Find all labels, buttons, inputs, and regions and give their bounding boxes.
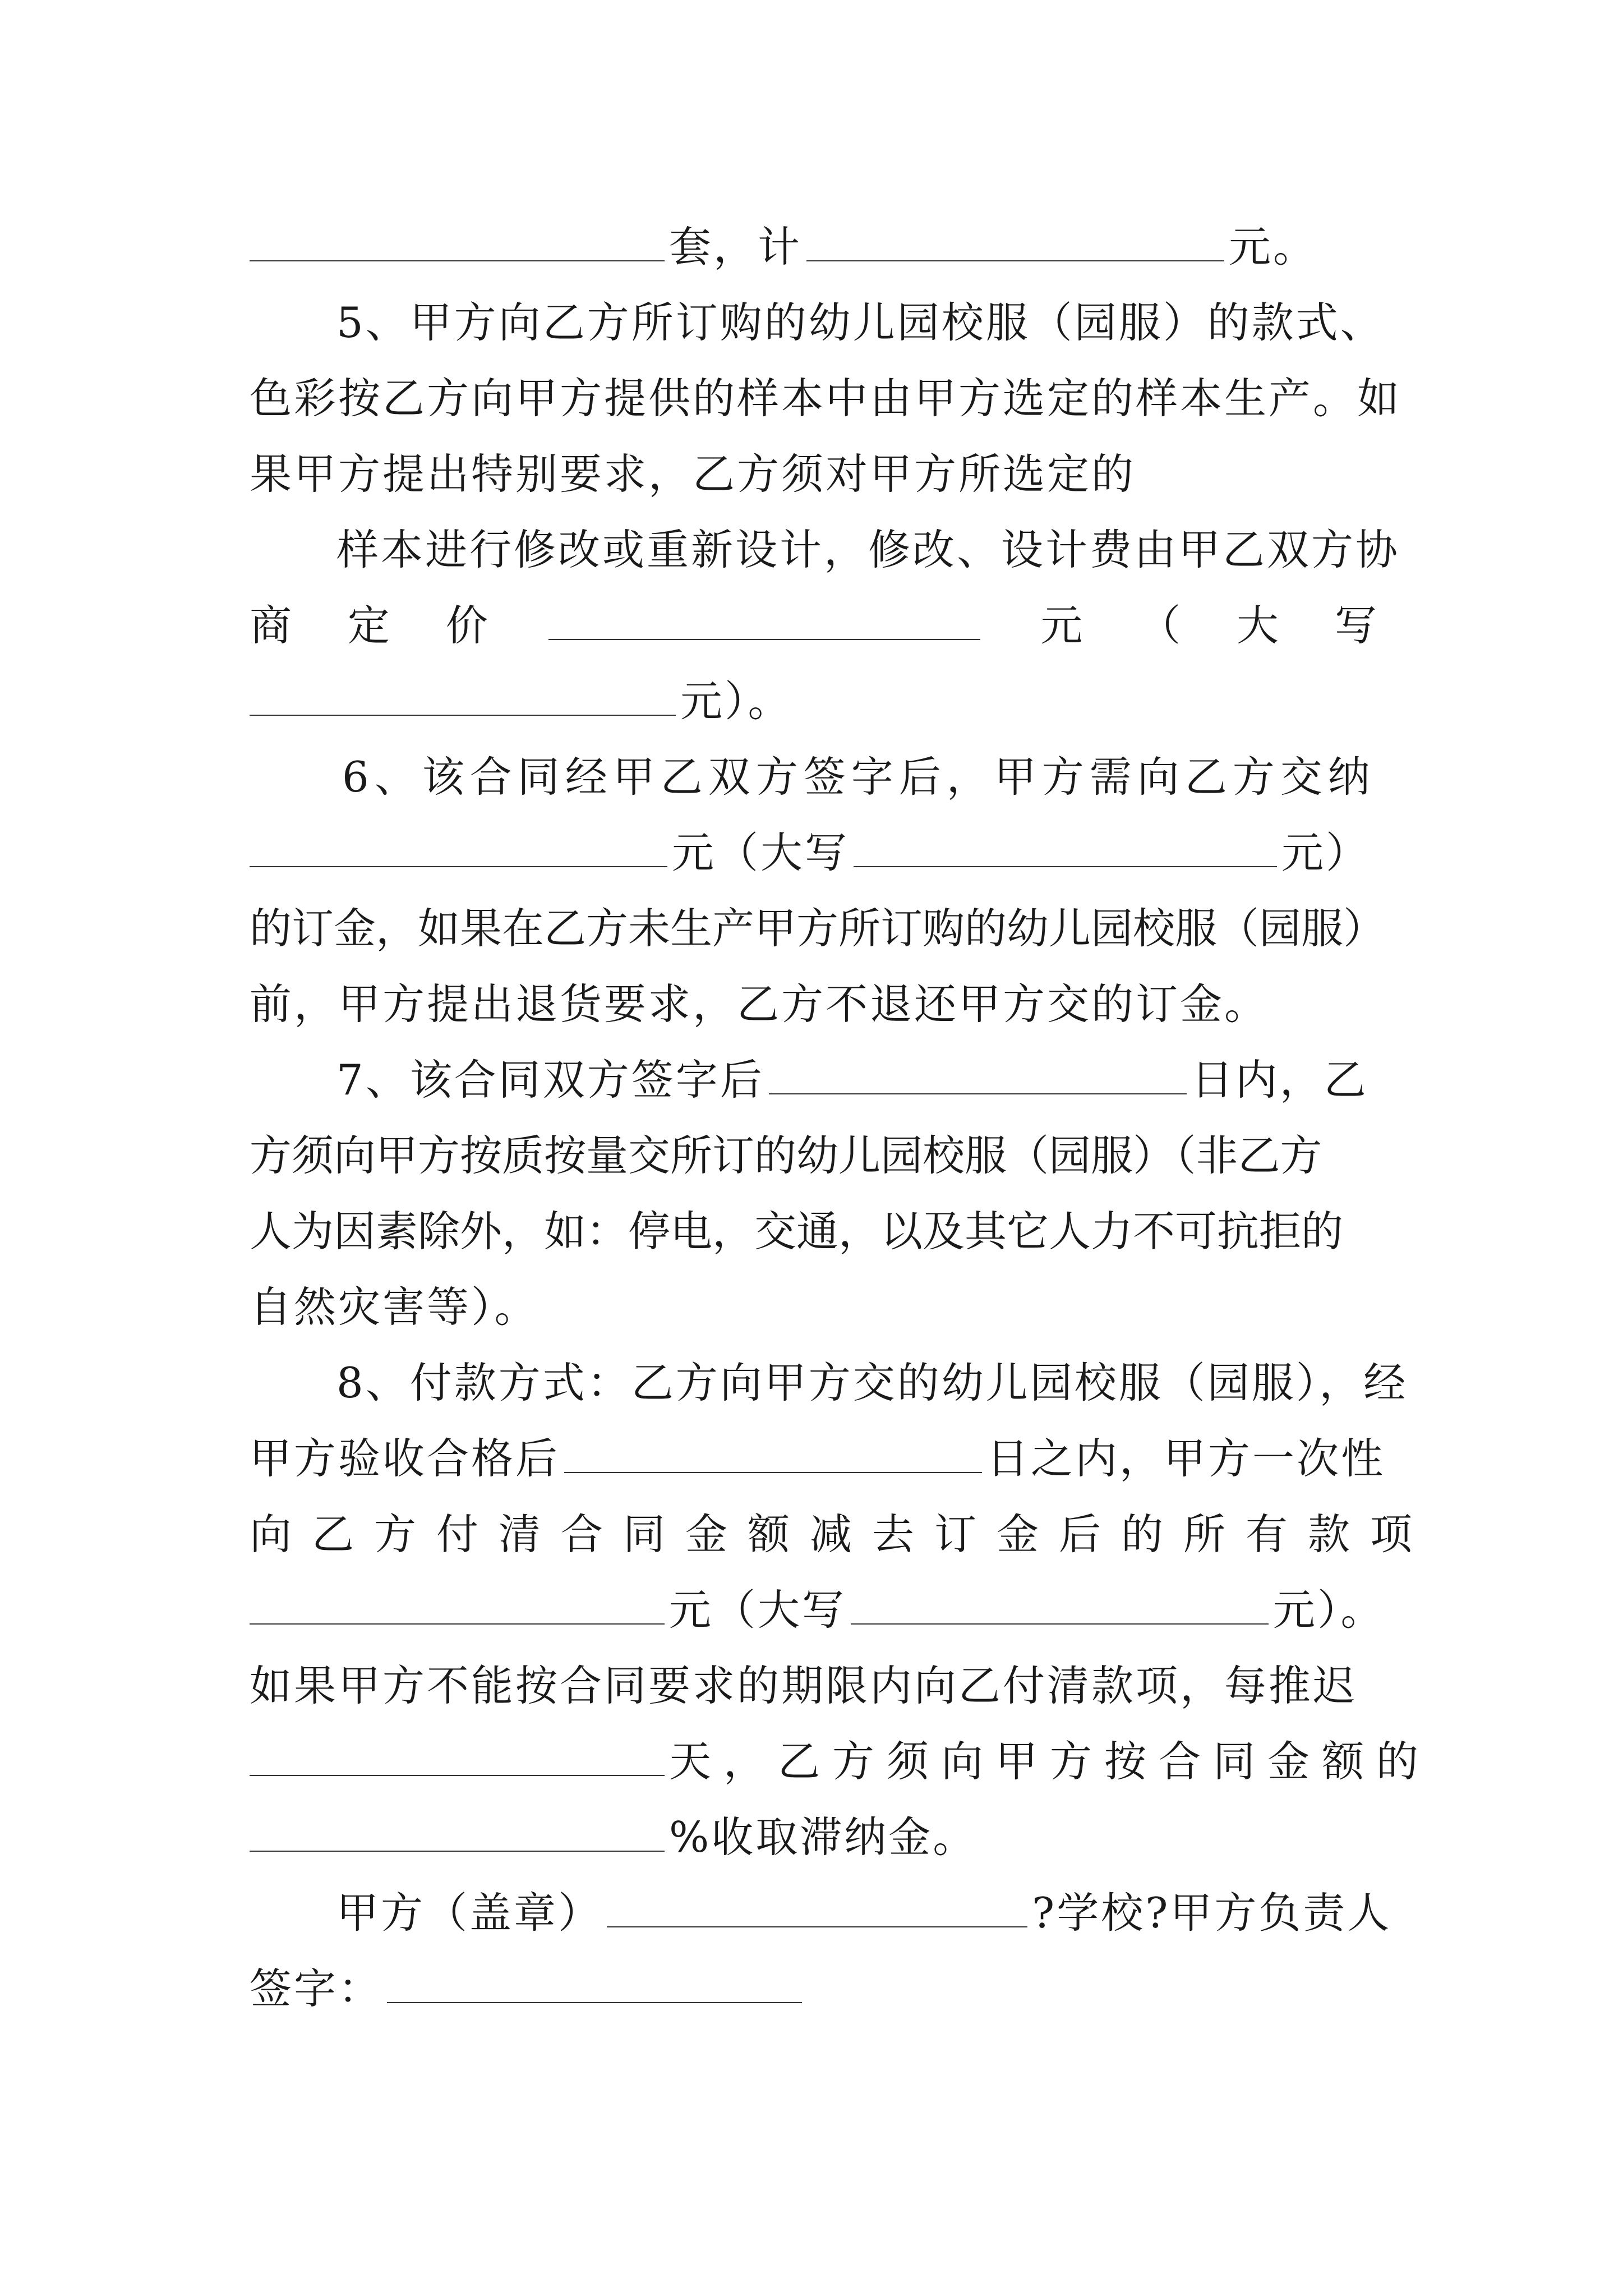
blank-payment-days [564,1433,982,1473]
text: 6、该合同经甲乙双方签字后，甲方需向乙方交纳 [342,752,1376,802]
blank-balance-caps [851,1584,1269,1625]
text: 元（大写 [669,1585,847,1635]
text: 如果甲方不能按合同要求的期限内向乙付清款项，每推迟 [250,1661,1358,1710]
clause-8-line-1 [336,1352,1408,1414]
clause-8-line-2 [250,1428,1386,1489]
text: 价 [445,601,488,650]
text: 日之内，甲方一次性 [986,1434,1386,1483]
blank-design-fee-caps [250,675,676,716]
blank-days [769,1054,1187,1094]
text: 甲方验收合格后 [250,1434,560,1483]
blank-amount [806,221,1224,261]
text: 8、付款方式：乙方向甲方交的幼儿园校服（园服），经 [336,1358,1408,1407]
clause-8-line-5 [250,1655,1377,1717]
clause-5-line-4 [336,519,1400,581]
clause-7-line-3 [250,1200,1377,1262]
clause-7-line-1 [336,1049,1377,1111]
text: 元（大写 [672,828,850,877]
text: 方须向甲方按质按量交所订的幼儿园校服（园服）（非乙方 [250,1131,1322,1180]
blank-deposit [250,827,667,867]
blank-balance [250,1584,665,1625]
text: 天，乙方须向甲方按合同金额的 [669,1737,1431,1786]
text: 的订金，如果在乙方未生产甲方所订购的幼儿园校服（园服） [250,904,1386,953]
text: 商 [250,601,292,650]
text: （ [1138,601,1181,650]
text: 色彩按乙方向甲方提供的样本中由甲方选定的样本生产。如 [250,374,1402,423]
text: 7、该合同双方签字后 [336,1055,764,1105]
text: 甲方（盖章） [336,1888,603,1938]
text: 5、甲方向乙方所订购的幼儿园校服（园服）的款式、 [336,298,1385,347]
text: ?学校?甲方负责人 [1032,1888,1392,1938]
text: 向乙方付清合同金额减去订金后的所有款项 [250,1510,1433,1559]
blank-deposit-caps [854,827,1277,867]
clause-5-line-6 [250,670,1377,732]
blank-design-fee [548,600,980,640]
text: 元） [1281,828,1371,877]
text: 元）。 [680,677,792,726]
text: 自然灾害等）。 [250,1282,539,1332]
text: 套，计 [669,222,803,272]
clause-8-line-7 [250,1806,1377,1868]
text: 元）。 [1273,1585,1385,1635]
blank-party-a-seal [607,1887,1027,1927]
text: %收取滞纳金。 [669,1812,978,1862]
clause-6-line-1 [342,746,1382,808]
clause-8-line-6 [250,1731,1431,1792]
clause-6-line-2 [250,822,1377,884]
text: 日内，乙 [1191,1055,1368,1105]
clause-5-line-3 [250,443,1377,505]
blank-late-fee-rate [250,1811,665,1852]
text: 大 [1237,601,1279,650]
text: 果甲方提出特别要求，乙方须对甲方所选定的 [250,449,1136,499]
clause-6-line-3 [250,898,1386,959]
text: 人为因素除外，如：停电，交通，以及其它人力不可抗拒的 [250,1207,1344,1256]
text: 写 [1334,601,1377,650]
clause-8-line-3 [250,1503,1433,1565]
text: 前，甲方提出退货要求，乙方不退还甲方交的订金。 [250,979,1269,1029]
clause-7-line-2 [250,1125,1377,1186]
blank-quantity [250,221,665,261]
clause-5-line-5 [250,595,1377,656]
signature-line-1 [336,1882,1392,1944]
blank-delay-days [250,1736,665,1776]
clause-7-line-4 [250,1276,1377,1338]
text: 样本进行修改或重新设计，修改、设计费由甲乙双方协 [336,525,1400,574]
clause-6-line-4 [250,973,1377,1035]
clause-8-line-4 [250,1579,1385,1641]
line-1 [250,216,1377,278]
clause-5-line-1 [336,292,1385,353]
clause-5-line-2 [250,367,1402,429]
text: 元 [1040,601,1083,650]
signature-line-2 [250,1958,1377,2019]
blank-signature [387,1963,802,2003]
text: 定 [347,601,390,650]
text: 签字： [250,1964,383,2013]
text: 元。 [1229,222,1318,272]
